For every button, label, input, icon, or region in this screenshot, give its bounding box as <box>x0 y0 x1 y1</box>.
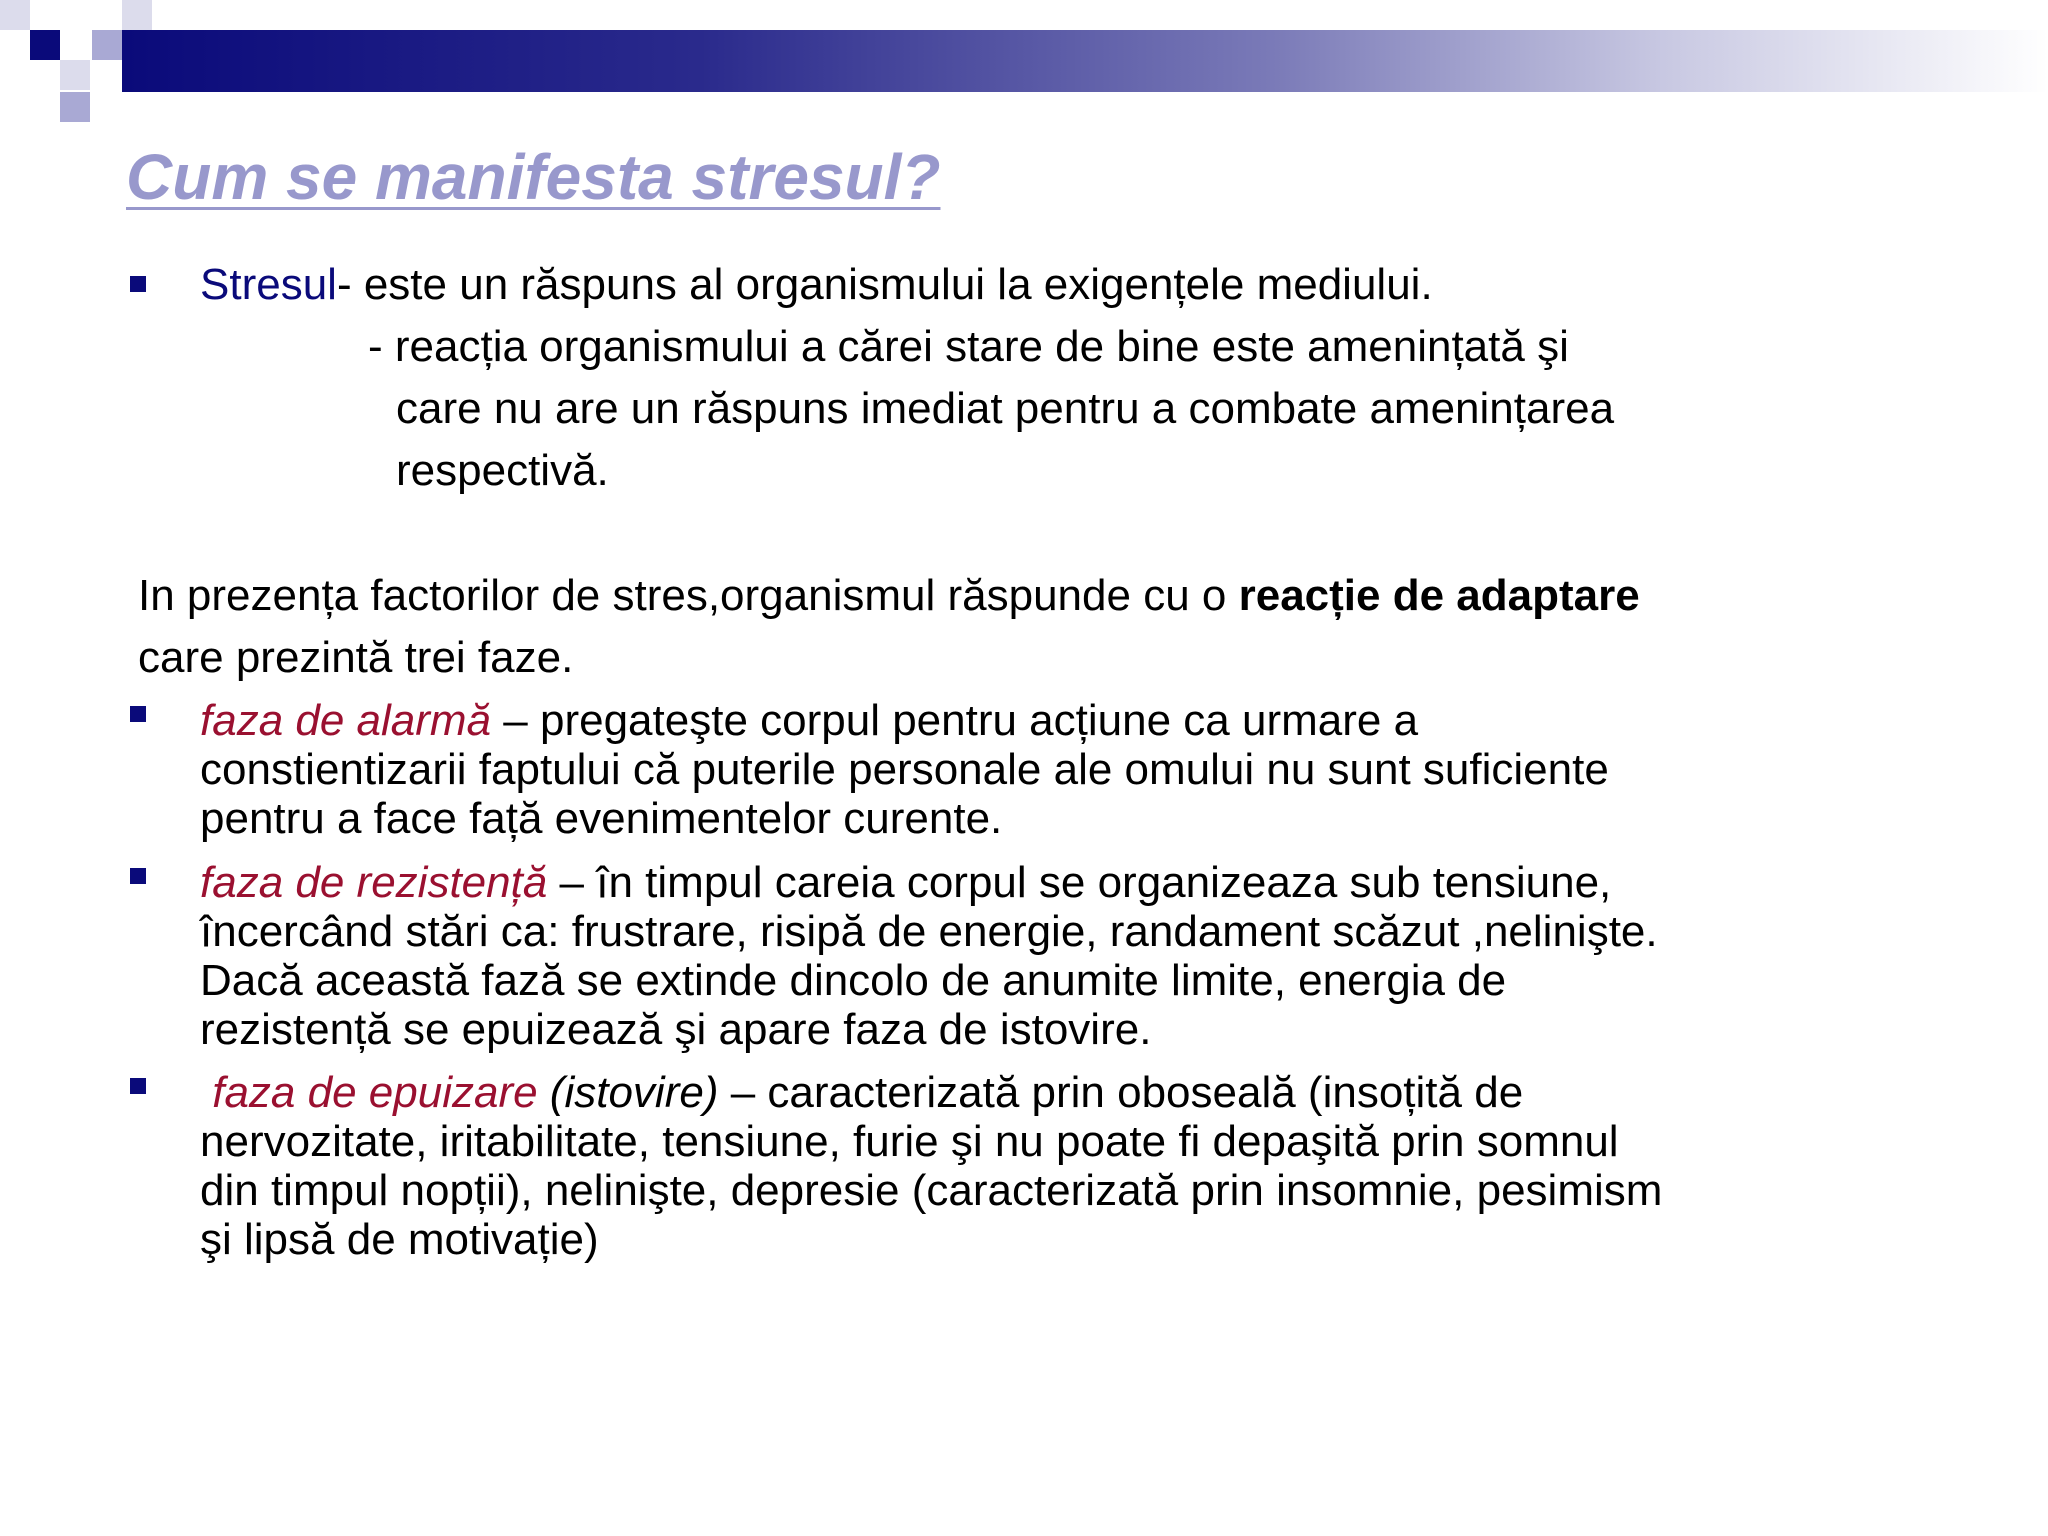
phase-name: faza de epuizare <box>212 1068 538 1117</box>
decor-square <box>122 0 152 30</box>
phase-exhaustion-line-1 <box>200 1068 1662 1117</box>
phase-desc: – în timpul careia corpul se organizeaza sub tensiune, <box>547 858 1612 907</box>
intro-line-1 <box>138 565 1640 627</box>
decor-square <box>30 30 60 60</box>
phase-exhaustion-line-2: nervozitate, iritabilitate, tensiune, furie şi nu poate fi depaşită prin somnul <box>200 1117 1619 1166</box>
slide-title: Cum se manifesta stresul? <box>126 141 941 213</box>
phase-resistance-line-4: rezistență se epuizează şi apare faza de istovire. <box>200 1005 1152 1054</box>
phase-exhaustion-line-3: din timpul nopții), nelinişte, depresie (caracterizată prin insomnie, pesimism <box>200 1166 1663 1215</box>
phase-resistance-line-1 <box>200 858 1658 907</box>
phase-desc: – pregateşte corpul pentru acțiune ca urmare a <box>491 696 1419 745</box>
intro-emphasis: reacție de adaptare <box>1238 571 1640 620</box>
phase-alarm-line-2: constientizarii faptului că puterile personale ale omului nu sunt suficiente <box>200 745 1609 794</box>
definition-text: - este un răspuns al organismului la exigențele mediului. <box>336 260 1433 309</box>
decor-square <box>92 60 122 90</box>
decor-square <box>60 60 90 90</box>
phase-name: faza de alarmă <box>200 696 492 745</box>
definition-line-3: care nu are un răspuns imediat pentru a combate amenințarea <box>396 384 1615 433</box>
definition-line-4: respectivă. <box>396 446 609 495</box>
bullet-square-icon <box>130 1078 146 1094</box>
phase-exhaustion-line-4: şi lipsă de motivație) <box>200 1215 599 1264</box>
phase-alarm-line-1 <box>200 696 1609 745</box>
decor-square <box>92 30 122 60</box>
bullet-square-icon <box>130 868 146 884</box>
decor-square <box>0 0 30 30</box>
phase-name: faza de rezistență <box>200 858 548 907</box>
phase-exhaustion <box>200 1068 1662 1264</box>
bullet-square-icon <box>130 706 146 722</box>
phase-alarm <box>200 696 1609 843</box>
header-gradient-bar <box>122 30 2048 92</box>
phase-resistance-line-2: încercând stări ca: frustrare, risipă de energie, randament scăzut ,nelinişte. <box>200 907 1658 956</box>
definition-term: Stresul <box>200 260 337 309</box>
intro-text: In prezența factorilor de stres,organismul răspunde cu o <box>138 571 1239 620</box>
phase-desc: – caracterizată prin oboseală (insoțită de <box>718 1068 1524 1117</box>
decor-square <box>60 92 90 122</box>
phase-resistance-line-3: Dacă această fază se extinde dincolo de anumite limite, energia de <box>200 956 1507 1005</box>
definition-line-1 <box>200 254 1433 316</box>
phase-name-extra: (istovire) <box>537 1068 719 1117</box>
phase-alarm-line-3: pentru a face față evenimentelor curente. <box>200 794 1003 843</box>
definition-line-2: - reacția organismului a cărei stare de bine este amenințată şi <box>368 322 1569 371</box>
bullet-square-icon <box>130 276 146 292</box>
intro-line-2: care prezintă trei faze. <box>138 633 574 682</box>
phase-resistance <box>200 858 1658 1054</box>
